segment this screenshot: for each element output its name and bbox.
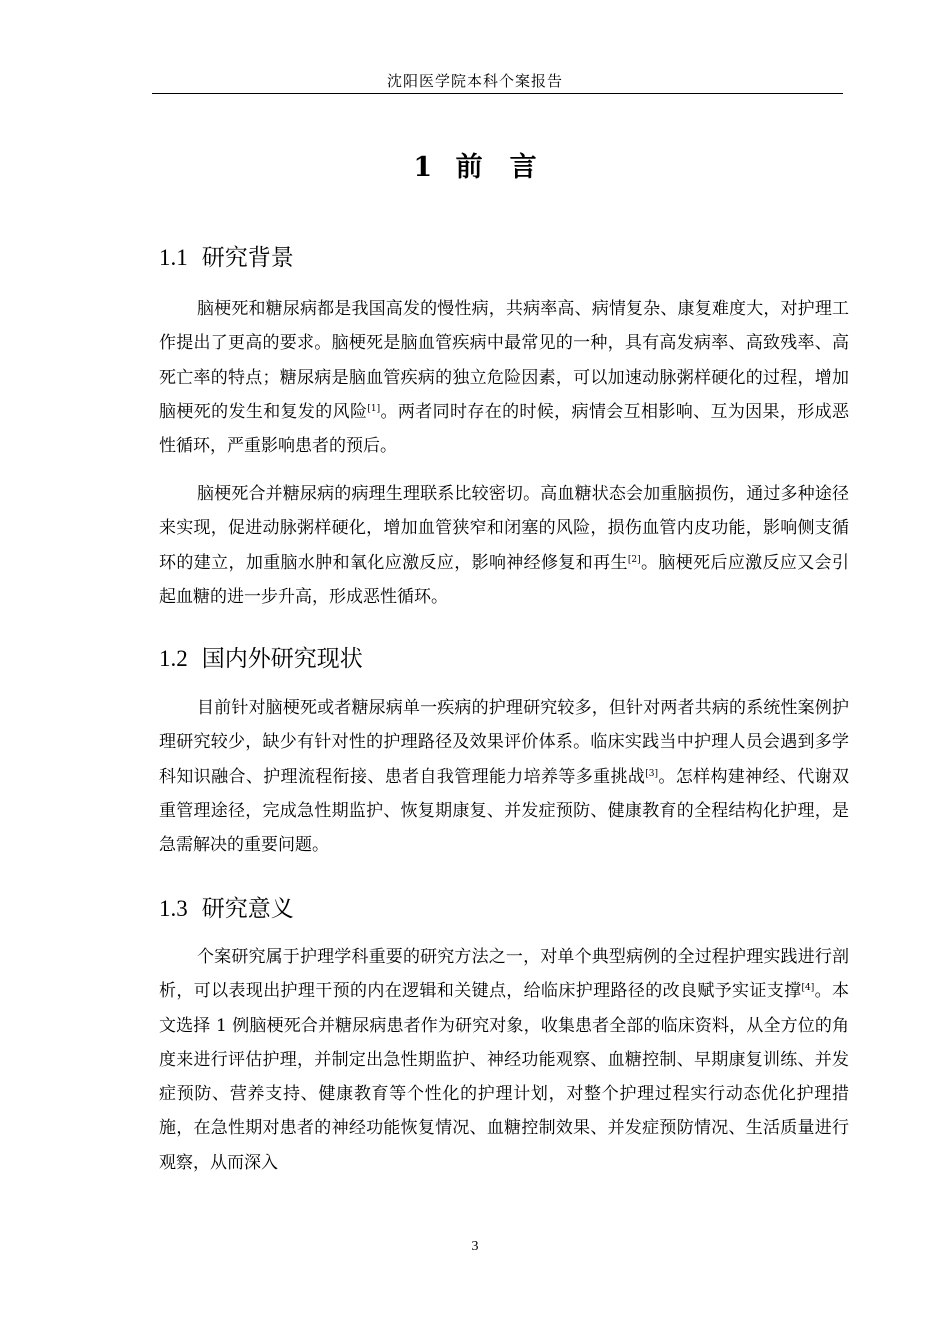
section-heading-1-2	[159, 640, 363, 673]
chapter-title: 1 前 言	[413, 152, 537, 183]
section-number: 1.2	[159, 646, 188, 671]
section-number: 1.1	[159, 245, 188, 270]
citation: [1]	[367, 403, 381, 414]
section-title: 国内外研究现状	[201, 646, 363, 672]
section-title: 研究背景	[201, 245, 294, 271]
paragraph	[159, 477, 849, 614]
page-header-title: 沈阳医学院本科个案报告	[386, 72, 563, 90]
paragraph	[159, 292, 849, 463]
paragraph-text: 脑梗死合并糖尿病的病理生理联系比较密切。高血糖状态会加重脑损伤，通过多种途径来实现，促进动脉粥样硬化，增加血管狭窄和闭塞的风险，损伤血管内皮功能，影响侧支循环的建立，加重脑水肿和氧化应激反应，影响神经修复和再生	[159, 484, 849, 573]
section-heading-1-3	[159, 890, 294, 923]
citation: [4]	[801, 983, 815, 994]
paragraph-text: 脑梗死和糖尿病都是我国高发的慢性病，共病率高、病情复杂、康复难度大，对护理工作提出了更高的要求。脑梗死是脑血管疾病中最常见的一种，具有高发病率、高致残率、高死亡率的特点；糖尿病是脑血管疾病的独立危险因素，可以加速动脉粥样硬化的过程，增加脑梗死的发生和复发的风险	[159, 299, 849, 422]
paragraph	[159, 691, 849, 862]
section-heading-1-1	[159, 239, 294, 272]
section-number: 1.3	[159, 896, 188, 921]
page-number: 3	[471, 1239, 479, 1254]
paragraph-text: 。怎样构建神经、代谢双重管理途径，完成急性期监护、恢复期康复、并发症预防、健康教育的全程结构化护理，是急需解决的重要问题。	[159, 766, 850, 856]
paragraph-text: 目前针对脑梗死或者糖尿病单一疾病的护理研究较多，但针对两者共病的系统性案例护理研究较少，缺少有针对性的护理路径及效果评价体系。临床实践当中护理人员会遇到多学科知识融合、护理流程衔接、患者自我管理能力培养等多重挑战	[159, 698, 849, 787]
paragraph-text: 。脑梗死后应激反应又会引起血糖的进一步升高，形成恶性循环。	[159, 552, 850, 607]
citation: [3]	[645, 768, 658, 779]
header-divider	[152, 93, 843, 94]
paragraph-text: 。两者同时存在的时候，病情会互相影响、互为因果，形成恶性循环，严重影响患者的预后。	[159, 401, 850, 457]
paragraph-text: 。本文选择 1 例脑梗死合并糖尿病患者作为研究对象，收集患者全部的临床资料，从全方位的角度来进行评估护理，并制定出急性期监护、神经功能观察、血糖控制、早期康复训练、并发症预防、营养支持、健康教育等个性化的护理计划，对整个护理过程实行动态优化护理措施，在急性期对患者的神经功能恢复情况、血糖控制效果、并发症预防情况、生活质量进行观察，从而深入	[159, 981, 850, 1173]
section-title: 研究意义	[201, 896, 294, 922]
paragraph	[159, 940, 849, 1180]
citation: [2]	[627, 554, 641, 565]
paragraph-text: 个案研究属于护理学科重要的研究方法之一，对单个典型病例的全过程护理实践进行剖析，可以表现出护理干预的内在逻辑和关键点，给临床护理路径的改良赋予实证支撑	[159, 947, 849, 1002]
